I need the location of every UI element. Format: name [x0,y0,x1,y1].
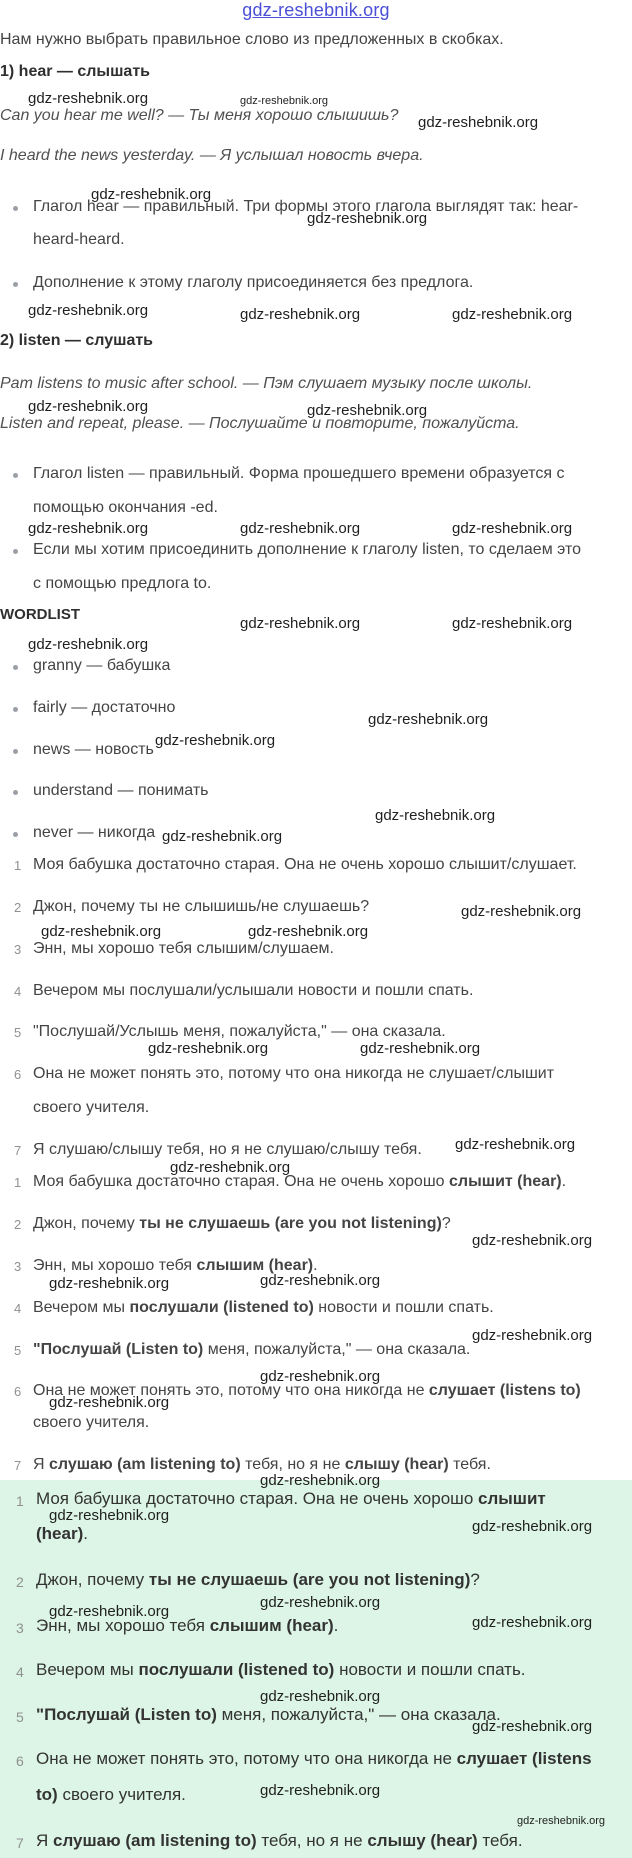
item-number: 5 [16,1709,24,1725]
task-item-text: Вечером мы послушали/услышали новости и пошли спать. [33,982,474,999]
watermark: gdz-reshebnik.org [452,615,573,632]
watermark: gdz-reshebnik.org [155,732,276,749]
answer-text: Она не может понять это, потому что она никогда не слушает (listens [36,1749,592,1768]
answer-bold: послушали (listened to) [138,1660,335,1679]
watermark: gdz-reshebnik.org [162,828,283,845]
item-number: 2 [14,900,22,915]
watermark: gdz-reshebnik.org [28,90,149,107]
task-item-text: Она не может понять это, потому что она никогда не слушает/слышит [33,1065,555,1082]
answer-text: "Послушай (Listen to) меня, пожалуйста," — она сказала. [36,1705,501,1724]
answer-text: Джон, почему ты не слушаешь (are you not listening)? [33,1215,451,1232]
answer-text: Энн, мы хорошо тебя слышим (hear). [33,1257,318,1274]
intro-text: Нам нужно выбрать правильное слово из предложенных в скобках. [0,31,504,48]
answer-bold: Послушай (Listen to) [44,1705,217,1724]
answer-bold: слышит [478,1489,546,1508]
watermark: gdz-reshebnik.org [472,1518,593,1535]
list-item-text-continued: с помощью предлога to. [33,575,212,592]
section2-example-1: Pam listens to music after school. — Пэм слушает музыку после школы. [0,375,533,392]
item-number: 3 [14,942,22,957]
item-number: 1 [14,1175,22,1190]
watermark: gdz-reshebnik.org [307,402,428,419]
answer-bold: слышим (hear) [209,1616,334,1635]
section1-heading: 1) hear — слышать [0,63,150,80]
watermark: gdz-reshebnik.org [455,1136,576,1153]
answer-text: Моя бабушка достаточно старая. Она не очень хорошо слышит (hear). [33,1173,567,1190]
item-number: 7 [14,1143,22,1158]
watermark: gdz-reshebnik.org [472,1232,593,1249]
bullet-icon [13,549,18,554]
answer-bold: слышит (hear) [449,1173,562,1190]
answer-bold: слушает (listens [456,1749,592,1768]
wordlist-item-text: news — новость [33,741,154,758]
section1-example-2: I heard the news yesterday. — Я услышал новость вчера. [0,147,424,164]
bullet-icon [13,707,18,712]
item-number: 5 [14,1025,22,1040]
item-number: 7 [14,1458,22,1473]
watermark: gdz-reshebnik.org [260,1782,381,1799]
watermark: gdz-reshebnik.org [260,1368,381,1385]
item-number: 3 [14,1259,22,1274]
watermark: gdz-reshebnik.org [28,398,149,415]
answer-bold: ты не слушаешь (are you not listening) [139,1215,442,1232]
answer-text: Вечером мы послушали (listened to) новости и пошли спать. [33,1299,494,1316]
watermark: gdz-reshebnik.org [472,1614,593,1631]
item-number: 7 [16,1835,24,1851]
watermark: gdz-reshebnik.org [360,1040,481,1057]
watermark: gdz-reshebnik.org [240,95,329,107]
answer-text: Она не может понять это, потому что она никогда не слушает (listens to) [33,1382,581,1399]
bullet-icon [13,206,18,211]
section2-example-2: Listen and repeat, please. — Послушайте и повторите, пожалуйста. [0,415,520,432]
answer-bold: слышим (hear) [196,1257,314,1274]
task-item-text: Энн, мы хорошо тебя слышим/слушаем. [33,940,334,957]
task-item-text: Джон, почему ты не слышишь/не слушаешь? [33,898,370,915]
watermark: gdz-reshebnik.org [49,1394,170,1411]
item-number: 4 [14,1301,22,1316]
watermark: gdz-reshebnik.org [49,1507,170,1524]
wordlist-item-text: granny — бабушка [33,657,171,674]
answer-bold: Послушай (Listen to) [40,1341,204,1358]
item-number: 5 [14,1343,22,1358]
section1-example-1: Can you hear me well? — Ты меня хорошо слышишь? [0,107,399,124]
answer-text: Я слушаю (am listening to) тебя, но я не слышу (hear) тебя. [33,1456,491,1473]
answer-text: (hear). [36,1524,88,1543]
item-number: 1 [14,858,22,873]
watermark: gdz-reshebnik.org [452,306,573,323]
item-number: 6 [14,1067,22,1082]
item-number: 6 [14,1384,22,1399]
list-item-text: Глагол hear — правильный. Три формы этого глагола выглядят так: hear- [33,198,579,215]
watermark: gdz-reshebnik.org [472,1718,593,1735]
answer-bold: послушали (listened to) [129,1299,314,1316]
watermark: gdz-reshebnik.org [260,1688,381,1705]
watermark: gdz-reshebnik.org [307,210,428,227]
bullet-icon [13,282,18,287]
watermark: gdz-reshebnik.org [49,1275,170,1292]
answer-text: Моя бабушка достаточно старая. Она не очень хорошо слышит [36,1489,546,1508]
wordlist-item-text: fairly — достаточно [33,699,176,716]
watermark: gdz-reshebnik.org [28,520,149,537]
answer-text: Вечером мы послушали (listened to) новости и пошли спать. [36,1660,526,1679]
item-number: 1 [16,1493,24,1509]
answer-bold: слушаю (am listening to) [49,1456,241,1473]
watermark: gdz-reshebnik.org [28,636,149,653]
item-number: 2 [16,1574,24,1590]
answer-text: "Послушай (Listen to) меня, пожалуйста," — она сказала. [33,1341,471,1358]
answer-text: своего учителя. [33,1414,150,1431]
watermark: gdz-reshebnik.org [461,903,582,920]
watermark: gdz-reshebnik.org [260,1272,381,1289]
task-item-text: своего учителя. [33,1099,150,1116]
list-item-text-continued: heard-heard. [33,231,125,248]
watermark: gdz-reshebnik.org [452,520,573,537]
item-number: 6 [16,1753,24,1769]
site-title[interactable]: gdz-reshebnik.org [242,0,390,20]
watermark: gdz-reshebnik.org [472,1327,593,1344]
list-item-text: Дополнение к этому глаголу присоединяется без предлога. [33,274,474,291]
list-item-text: Глагол listen — правильный. Форма прошедшего времени образуется с [33,465,565,482]
list-item-text-continued: помощью окончания -ed. [33,499,218,516]
task-item-text: Моя бабушка достаточно старая. Она не очень хорошо слышит/слушает. [33,856,577,873]
bullet-icon [13,473,18,478]
bullet-icon [13,749,18,754]
task-item-text: Я слушаю/слышу тебя, но я не слушаю/слышу тебя. [33,1141,422,1158]
item-number: 3 [16,1620,24,1636]
answer-bold: слышу (hear) [367,1831,478,1850]
answer-text: Я слушаю (am listening to) тебя, но я не слышу (hear) тебя. [36,1831,523,1850]
answer-bold: to) [36,1785,58,1804]
item-number: 2 [14,1217,22,1232]
watermark: gdz-reshebnik.org [148,1040,269,1057]
section2-heading: 2) listen — слушать [0,332,154,349]
watermark: gdz-reshebnik.org [170,1159,291,1176]
item-number: 4 [16,1664,24,1680]
wordlist-heading: WORDLIST [0,606,80,623]
answer-bold: (hear) [36,1524,84,1543]
watermark: gdz-reshebnik.org [240,615,361,632]
watermark: gdz-reshebnik.org [41,923,162,940]
bullet-icon [13,665,18,670]
answer-text: Энн, мы хорошо тебя слышим (hear). [36,1616,339,1635]
answer-bold: ты не слушаешь (are you not listening) [148,1570,471,1589]
watermark: gdz-reshebnik.org [260,1472,381,1489]
answer-bold: слушаю (am listening to) [53,1831,257,1850]
watermark: gdz-reshebnik.org [28,302,149,319]
answer-text: to) своего учителя. [36,1785,186,1804]
watermark: gdz-reshebnik.org [418,114,539,131]
watermark: gdz-reshebnik.org [375,807,496,824]
watermark: gdz-reshebnik.org [240,520,361,537]
watermark: gdz-reshebnik.org [517,1815,606,1827]
answer-text: Джон, почему ты не слушаешь (are you not listening)? [36,1570,480,1589]
watermark: gdz-reshebnik.org [49,1603,170,1620]
bullet-icon [13,790,18,795]
item-number: 4 [14,984,22,999]
answer-bold: слушает (listens to) [428,1382,581,1399]
watermark: gdz-reshebnik.org [91,186,212,203]
task-item-text: "Послушай/Услышь меня, пожалуйста," — она сказала. [33,1023,446,1040]
watermark: gdz-reshebnik.org [240,306,361,323]
bullet-icon [13,832,18,837]
wordlist-item-text: never — никогда [33,824,156,841]
watermark: gdz-reshebnik.org [248,923,369,940]
watermark: gdz-reshebnik.org [368,711,489,728]
answer-bold: слышу (hear) [344,1456,449,1473]
wordlist-item-text: understand — понимать [33,782,209,799]
watermark: gdz-reshebnik.org [260,1594,381,1611]
list-item-text: Если мы хотим присоединить дополнение к глаголу listen, то сделаем это [33,541,581,558]
